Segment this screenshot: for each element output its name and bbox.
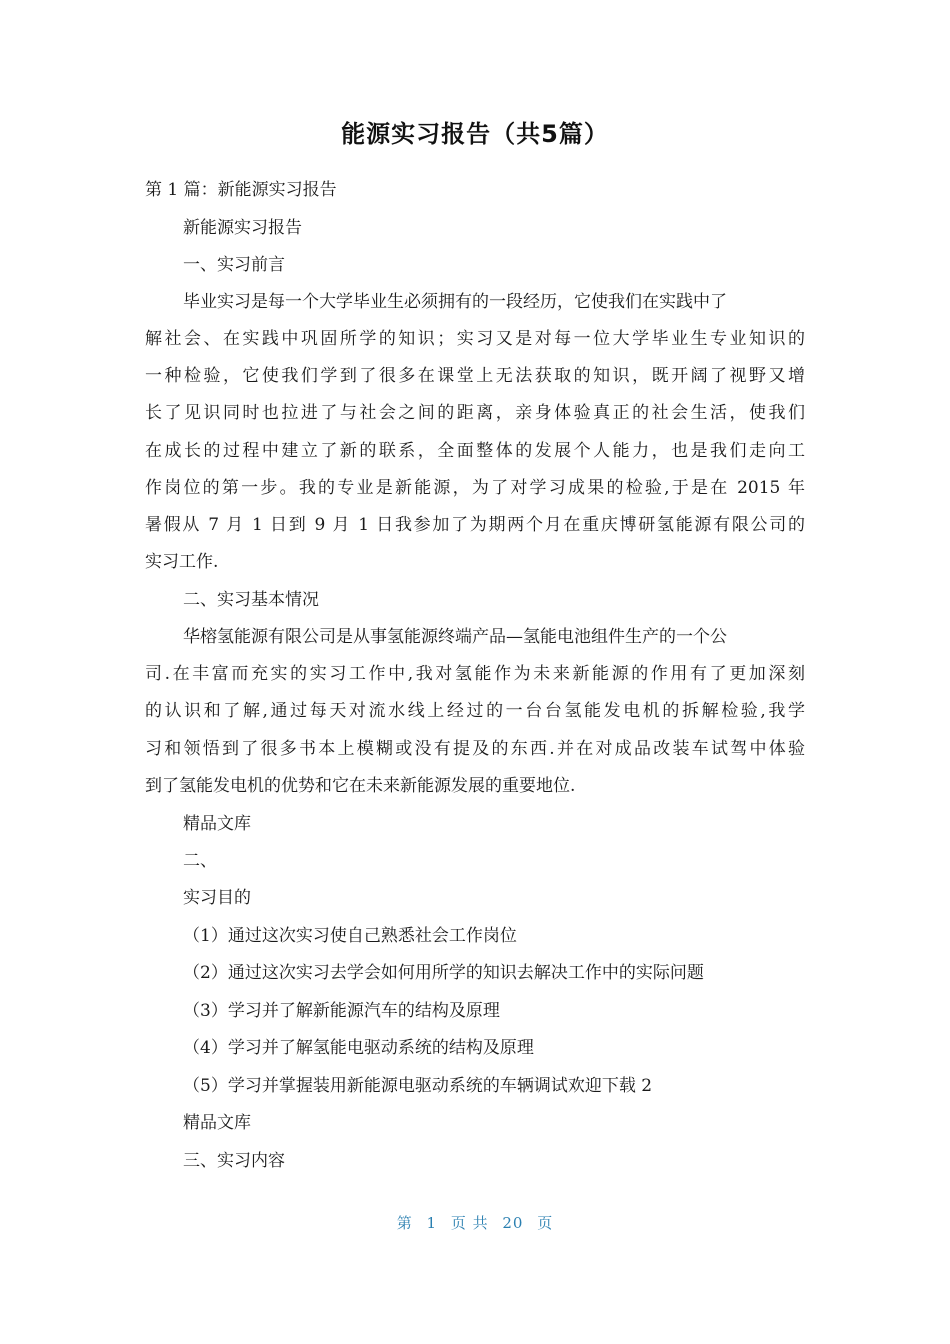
page-footer [0, 1212, 950, 1233]
section-heading: 三、实习内容 [183, 1151, 285, 1171]
paragraph-line: 长了见识同时也拉进了与社会之间的距离，亲身体验真正的社会生活，使我们 [145, 403, 805, 423]
paragraph-line: 作岗位的第一步。我的专业是新能源，为了对学习成果的检验,于是在 2015 年 [145, 478, 805, 498]
section-heading: 二、实习基本情况 [183, 590, 319, 610]
paragraph-line: 习和领悟到了很多书本上模糊或没有提及的东西.并在对成品改装车试驾中体验 [145, 739, 805, 759]
current-page-number: 1 [426, 1214, 438, 1232]
paragraph-line: 一种检验，它使我们学到了很多在课堂上无法获取的知识，既开阔了视野又增 [145, 366, 805, 386]
paragraph-line: 到了氢能发电机的优势和它在未来新能源发展的重要地位. [145, 776, 576, 796]
chapter-heading: 第 1 篇：新能源实习报告 [145, 180, 337, 200]
paragraph-line: 毕业实习是每一个大学毕业生必须拥有的一段经历，它使我们在实践中了 [183, 292, 727, 312]
paragraph-line: 实习工作. [145, 552, 219, 572]
footer-mid: 页 共 [450, 1214, 489, 1232]
paragraph-line: 华榕氢能源有限公司是从事氢能源终端产品—氢能电池组件生产的一个公 [183, 627, 727, 647]
total-page-count: 20 [502, 1214, 524, 1232]
section-heading: 一、实习前言 [183, 255, 285, 275]
list-item: （4）学习并了解氢能电驱动系统的结构及原理 [183, 1038, 534, 1058]
list-item: （2）通过这次实习去学会如何用所学的知识去解决工作中的实际问题 [183, 963, 704, 983]
paragraph-line: 在成长的过程中建立了新的联系，全面整体的发展个人能力，也是我们走向工 [145, 441, 805, 461]
footer-suffix: 页 [537, 1214, 554, 1232]
paragraph-line: 司.在丰富而充实的实习工作中,我对氢能作为未来新能源的作用有了更加深刻 [145, 664, 805, 684]
paragraph-line: 暑假从 7 月 1 日到 9 月 1 日我参加了为期两个月在重庆博研氢能源有限公司的 [145, 515, 805, 535]
library-label: 精品文库 [183, 814, 251, 834]
report-subtitle: 新能源实习报告 [183, 218, 302, 238]
list-item: （1）通过这次实习使自己熟悉社会工作岗位 [183, 926, 517, 946]
list-item: （3）学习并了解新能源汽车的结构及原理 [183, 1001, 500, 1021]
library-label: 精品文库 [183, 1113, 251, 1133]
section-heading: 二、 [183, 851, 217, 871]
paragraph-line: 的认识和了解,通过每天对流水线上经过的一台台氢能发电机的拆解检验,我学 [145, 701, 805, 721]
section-heading: 实习目的 [183, 888, 251, 908]
paragraph-line: 解社会、在实践中巩固所学的知识；实习又是对每一位大学毕业生专业知识的 [145, 329, 805, 349]
footer-prefix: 第 [396, 1214, 413, 1232]
list-item: （5）学习并掌握装用新能源电驱动系统的车辆调试欢迎下载 2 [183, 1076, 653, 1096]
document-title: 能源实习报告（共5篇） [341, 120, 609, 148]
